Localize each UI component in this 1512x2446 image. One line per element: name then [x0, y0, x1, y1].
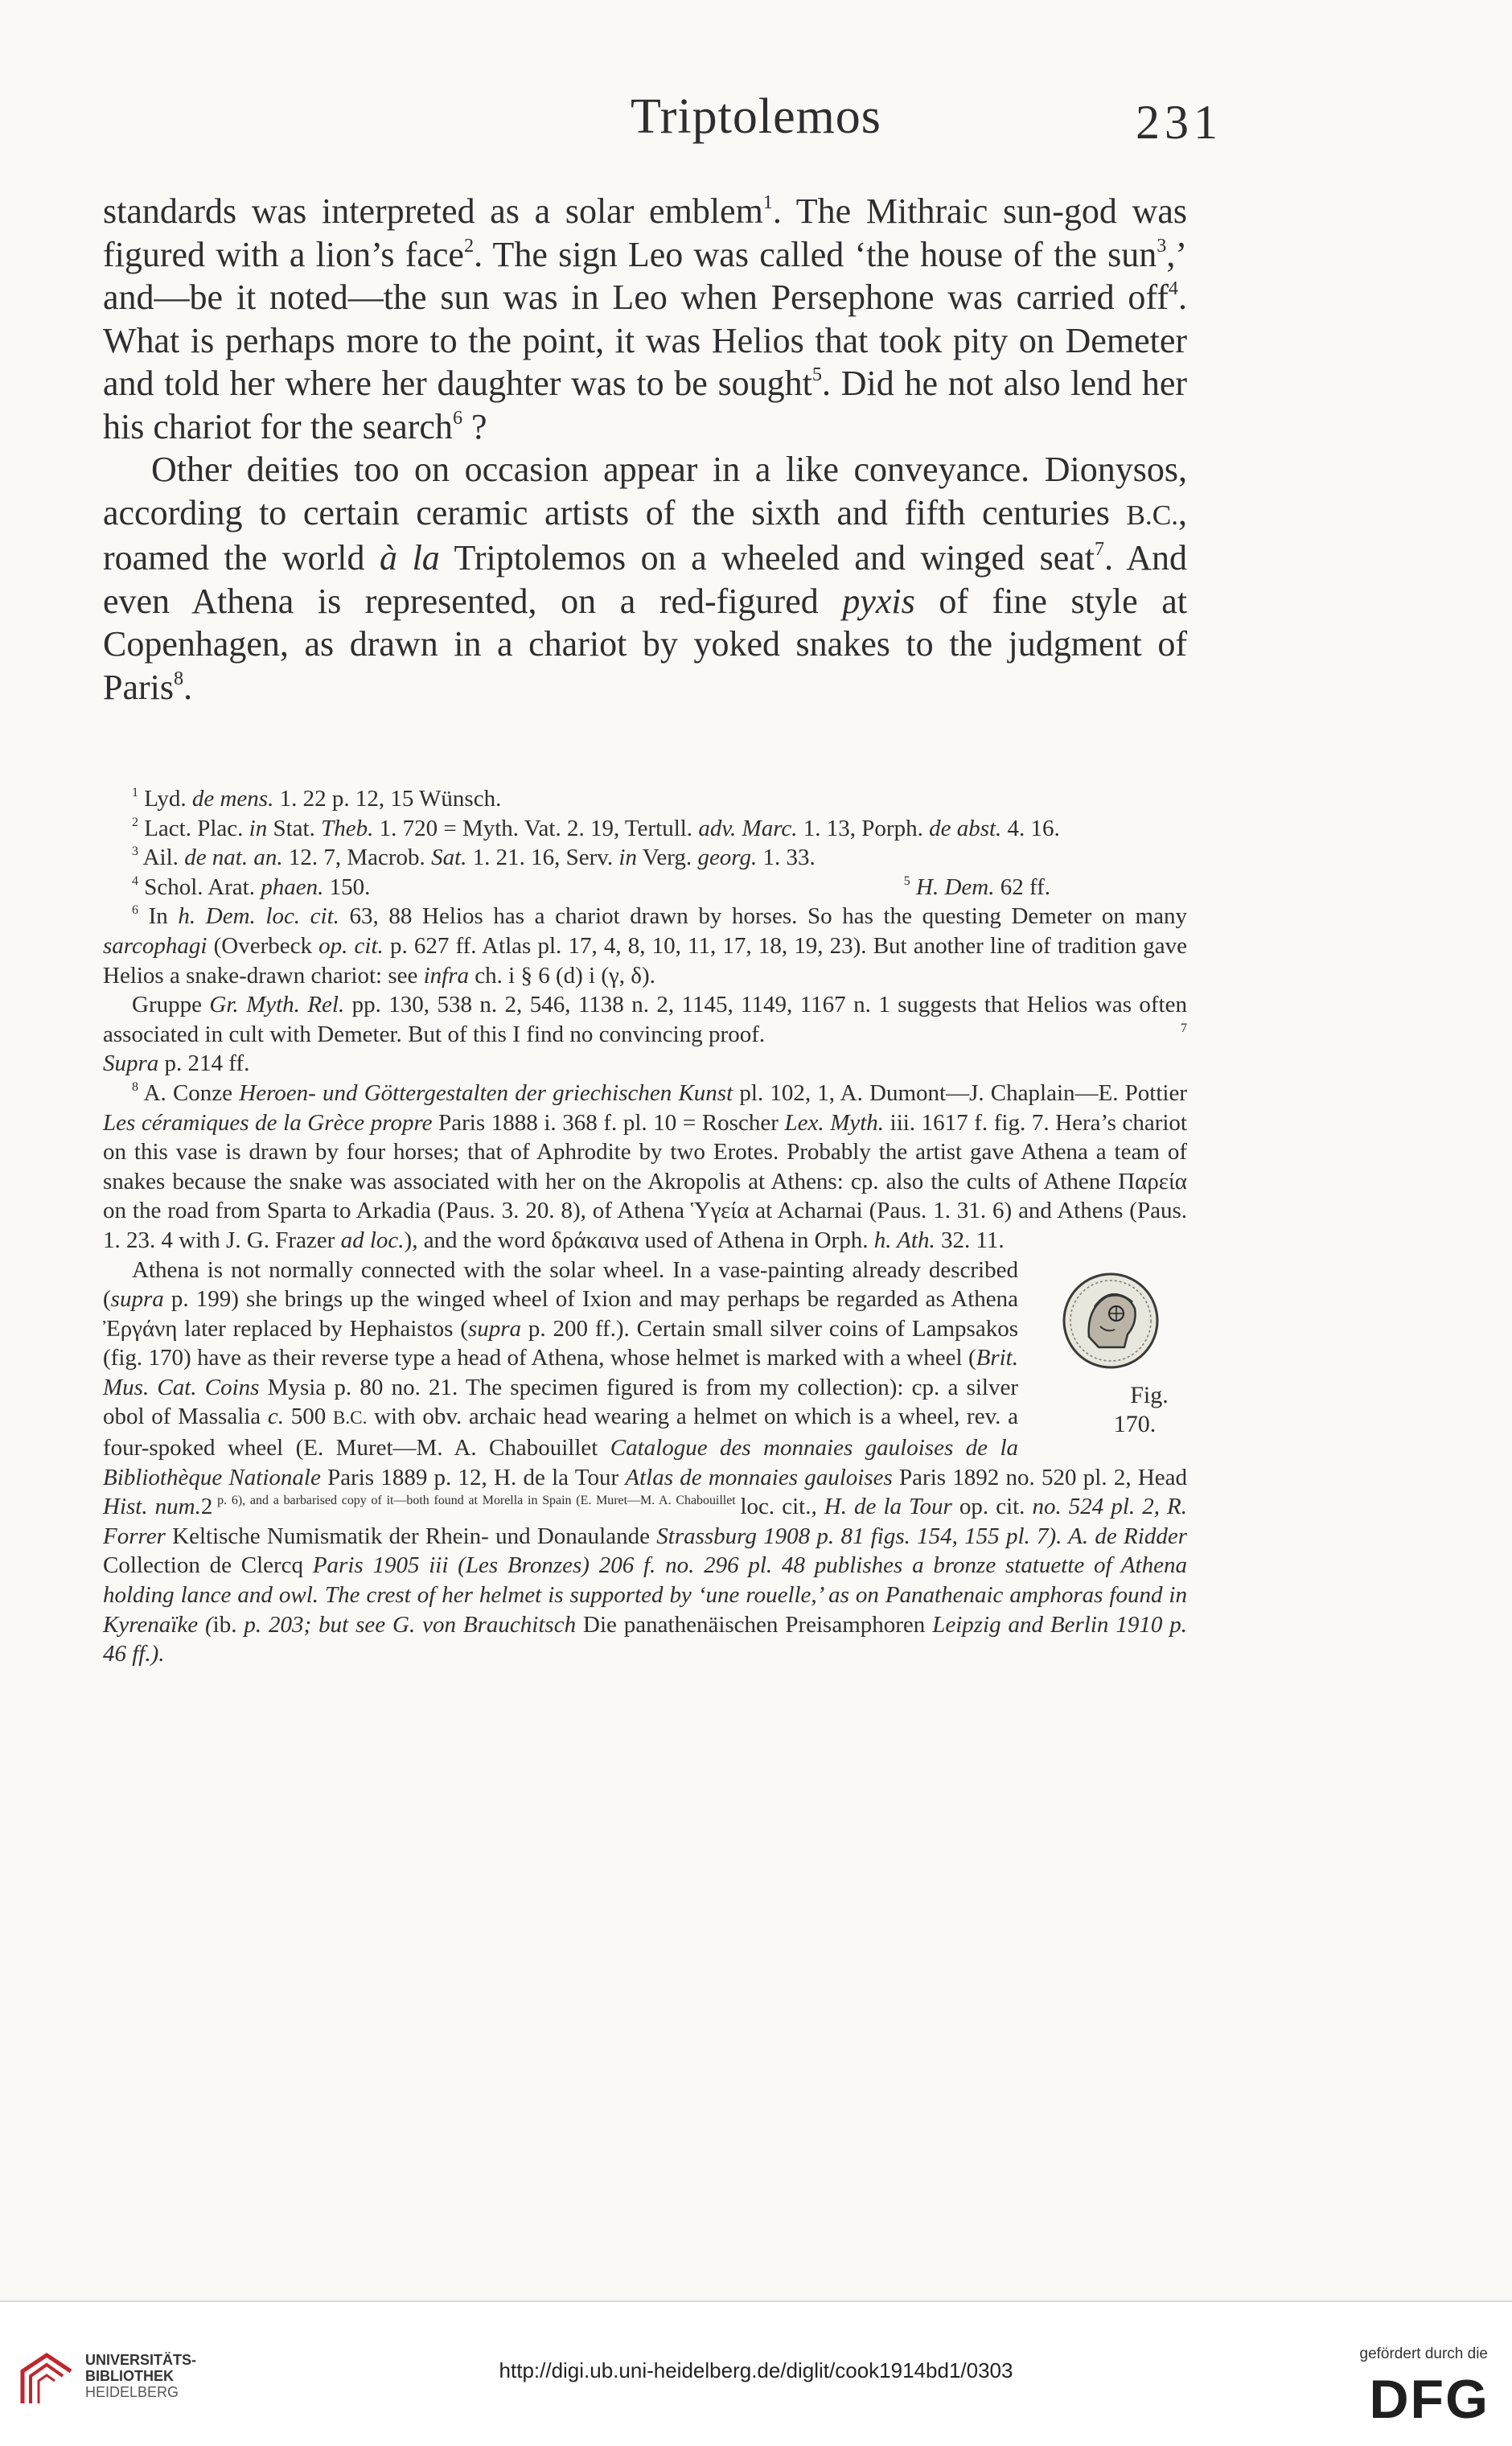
page-header: [0, 64, 1512, 153]
page-url-link[interactable]: http://digi.ub.uni-heidelberg.de/diglit/cook1914bd1/0303: [499, 2358, 1013, 2382]
dfg-logo[interactable]: DFG: [1369, 2369, 1489, 2430]
footnotes: [103, 784, 1187, 1669]
page-number: 231: [1136, 96, 1222, 149]
footnote-athena: Fig. 170. Athena is not normally connected with the solar wheel. In a vase-painting already described (supra p. 199) she brings up the winged wheel of Ixion and may perhaps be regarded as Athena Ἐργάνη later replaced by Hephaistos (supra p. 200 ff.). Certain small silver coins of Lampsakos (fig. 170) have as their reverse type a head of Athena, whose helmet is marked with a wheel (Brit. Mus. Cat. Coins Mysia p. 80 no. 21. The specimen figured is from my collection): cp. a silver obol of Massalia c. 500 B.C. with obv. archaic head wearing a helmet on which is a wheel, rev. a four-spoked wheel (E. Muret—M. A. Chabouillet Catalogue des monnaies gauloises de la Bibliothèque Nationale Paris 1889 p. 12, H. de la Tour Atlas de monnaies gauloises Paris 1892 no. 520 pl. 2, Head Hist. num.2 $^{p. 6), and a barbarised copy of it—both found at Morella in Spain (E. Muret—M. A. Chabouillet}$ loc. cit., H. de la Tour op. cit. no. 524 pl. 2, R. Forrer Keltische Numismatik der Rhein- und Donaulande Strassburg 1908 p. 81 figs. 154, 155 pl. 7). A. de Ridder Collection de Clercq Paris 1905 iii (Les Bronzes) 206 f. no. 296 pl. 48 publishes a bronze statuette of Athena holding lance and owl. The crest of her helmet is supported by ‘une rouelle,’ as on Panathenaic amphoras found in Kyrenaïke (ib. p. 203; but see G. von Brauchitsch Die panathenäischen Preisamphoren Leipzig and Berlin 1910 p. 46 ff.).: [103, 1256, 1188, 1667]
coin-athena-icon: [1050, 1260, 1171, 1381]
footnote-2: $^2$ Lact. Plac. in Stat. Theb. 1. 720 = Myth. Vat. 2. 19, Tertull. adv. Marc. 1. 13, Porph. de abst. 4. 16.: [132, 815, 1060, 841]
footnote-5: $^5$ H. Dem. 62 ff.: [903, 874, 1050, 900]
footnote-3: $^3$ Ail. de nat. an. 12. 7, Macrob. Sat. 1. 21. 16, Serv. in Verg. georg. 1. 33.: [132, 845, 816, 871]
footer-divider: [0, 2300, 1512, 2302]
footnote-7: $^7$ Supra p. 214 ff.: [103, 1021, 1187, 1077]
funding-label: gefördert durch die: [1359, 2345, 1488, 2362]
paragraph-1: standards was interpreted as a solar emblem$^1$. The Mithraic sun-god was figured with a lion’s face$^2$. The sign Leo was called ‘the house of the sun$^3$,’ and—be it noted—the sun was in Leo when Persephone was carried off$^4$. What is perhaps more to the point, it was Helios that took pity on Demeter and told her where her daughter was to be sought$^5$. Did he not also lend her his chariot for the search$^6$ ?: [103, 191, 1187, 446]
viewer-footer: [0, 2300, 1512, 2446]
main-text: [103, 190, 1187, 709]
footnote-8: $^8$ A. Conze Heroen- und Göttergestalten der griechischen Kunst pl. 102, 1, A. Dumont—J. Chaplain—E. Pottier Les céramiques de la Grèce propre Paris 1888 i. 368 f. pl. 10 = Roscher Lex. Myth. iii. 1617 f. fig. 7. Hera’s chariot on this vase is drawn by four horses; that of Aphrodite by two Erotes. Probably the artist gave Athena a team of snakes because the snake was associated with her on the Akropolis at Athens: cp. also the cults of Athene Παρεία on the road from Sparta to Arkadia (Paus. 3. 20. 8), of Athena Ὑγεία at Acharnai (Paus. 1. 31. 6) and Athens (Paus. 1. 23. 4 with J. G. Frazer ad loc.), and the word δράκαινα used of Athena in Orph. h. Ath. 32. 11.: [103, 1079, 1187, 1253]
footnote-4-5-row: [103, 873, 1187, 902]
library-name[interactable]: UNIVERSITÄTS- BIBLIOTHEK HEIDELBERG: [85, 2352, 197, 2400]
figure-caption: Fig. 170.: [1113, 1381, 1169, 1438]
footnote-1: $^1$ Lyd. de mens. 1. 22 p. 12, 15 Wünsch.: [132, 786, 502, 812]
running-title: Triptolemos: [631, 89, 881, 144]
footnote-6: $^6$ In h. Dem. loc. cit. 63, 88 Helios has a chariot drawn by horses. So has the questing Demeter on many sarcophagi (Overbeck op. cit. p. 627 ff. Atlas pl. 17, 4, 8, 10, 11, 17, 18, 19, 23). But another line of tradition gave Helios a snake-drawn chariot: see infra ch. i § 6 (d) i (γ, δ).: [103, 903, 1188, 989]
footnote-gruppe: Gruppe Gr. Myth. Rel. pp. 130, 538 n. 2, 546, 1138 n. 2, 1145, 1149, 1167 n. 1 suggests that Helios was often associated in cult with Demeter. But of this I find no convincing proof. $^7$ Supra p. 214 ff.: [103, 992, 1187, 1077]
figure-170: [1034, 1260, 1187, 1461]
footnote-4: $^4$ Schol. Arat. phaen. 150.: [132, 874, 371, 900]
paragraph-2: Other deities too on occasion appear in a like conveyance. Dionysos, according to certain ceramic artists of the sixth and fifth centuries B.C., roamed the world à la Triptolemos on a wheeled and winged seat$^7$. And even Athena is represented, on a red-figured pyxis of fine style at Copenhagen, as drawn in a chariot by yoked snakes to the judgment of Paris$^8$.: [103, 450, 1187, 707]
